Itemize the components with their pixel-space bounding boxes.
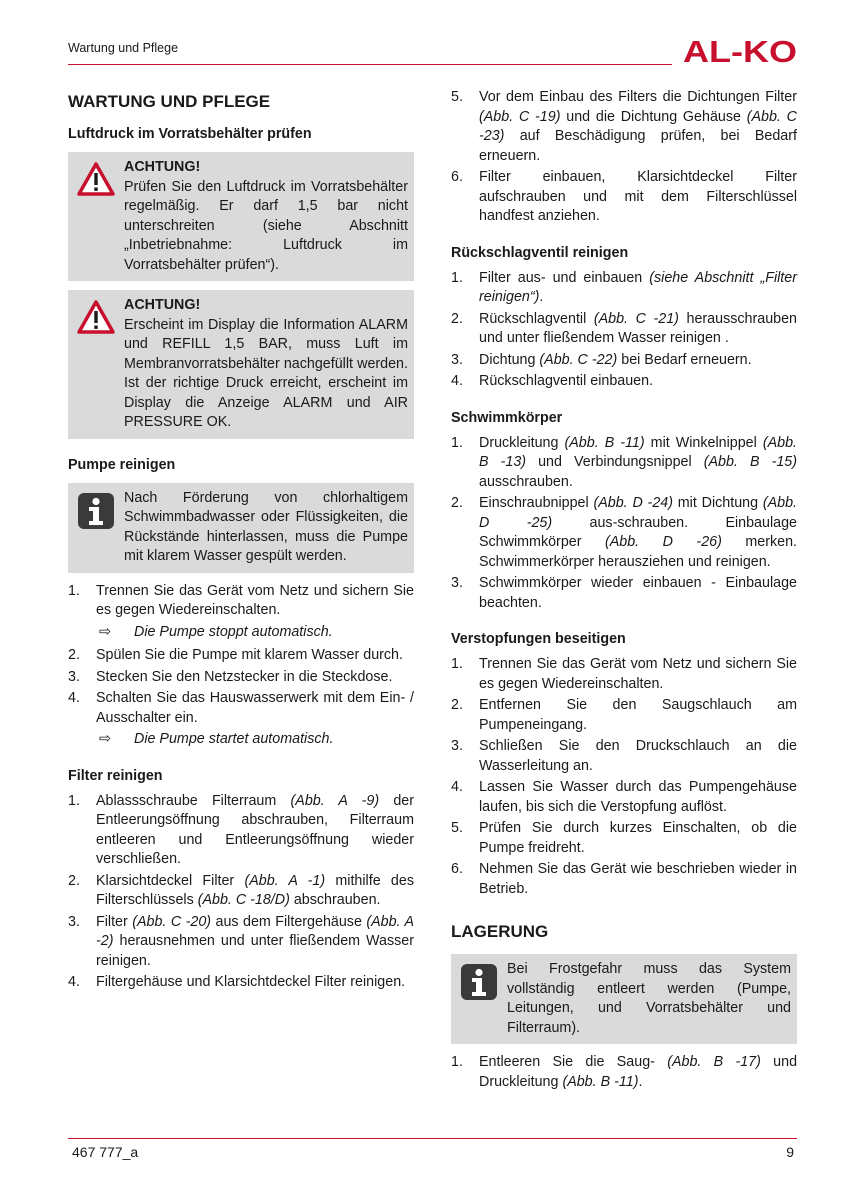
list-item: 3. Schließen Sie den Druckschlauch an die Wasserleitung an.	[451, 738, 797, 774]
alko-logo	[683, 38, 797, 64]
warning-box-1	[68, 152, 414, 281]
list-item: 5. Vor dem Einbau des Filters die Dichtungen Filter (Abb. C -19) und die Dichtung Gehäuse (Abb. C -23) auf Beschädigung prüfen, bei Bedarf erneuern.	[451, 89, 797, 164]
right-column	[451, 88, 797, 1094]
list-item: 3. Dichtung (Abb. C -22) bei Bedarf erneuern.	[451, 351, 752, 368]
filter-steps	[68, 792, 414, 993]
section-title-lagerung: LAGERUNG	[451, 922, 549, 941]
warning-title: ACHTUNG!	[124, 297, 201, 313]
list-item: 4. Schalten Sie das Hauswasserwerk mit dem Ein- / Ausschalter ein.	[68, 690, 414, 726]
info-box-2	[451, 954, 797, 1044]
heading-pumpe: Pumpe reinigen	[68, 456, 176, 473]
section-title-wartung: WARTUNG UND PFLEGE	[68, 92, 271, 111]
filter-steps-cont	[451, 88, 797, 227]
heading-luftdruck: Luftdruck im Vorratsbehälter prüfen	[68, 126, 312, 142]
document-number: 467 777_a	[72, 1144, 139, 1160]
warning-box-2	[68, 290, 414, 439]
list-item: 1. Trennen Sie das Gerät vom Netz und sichern Sie es gegen Wiedereinschalten.	[68, 582, 414, 618]
left-column	[68, 88, 414, 995]
warning-text: Erscheint im Display die Information ALARM und REFILL 1,5 BAR, muss Luft im Membranvorratsbehälter nachgefüllt werden. Ist der richtige Druck erreicht, erscheint im Display die Anzeige ALARM und AIR PRESSURE OK.	[124, 316, 408, 430]
list-item: 1. Trennen Sie das Gerät vom Netz und sichern Sie es gegen Wiedereinschalten.	[451, 656, 797, 692]
list-item: 5. Prüfen Sie durch kurzes Einschalten, ob die Pumpe freidreht.	[451, 820, 797, 856]
list-item: 6. Nehmen Sie das Gerät wie beschrieben wieder in Betrieb.	[451, 861, 797, 897]
list-item: 2. Spülen Sie die Pumpe mit klarem Wasser durch.	[68, 647, 403, 663]
lager-steps	[451, 1053, 797, 1092]
list-item: 1. Entleeren Sie die Saug- (Abb. B -17) und Druckleitung (Abb. B -11).	[451, 1054, 798, 1090]
result-line: ⇨ Die Pumpe stoppt automatisch.	[96, 623, 414, 643]
info-icon	[460, 963, 498, 1001]
heading-rueckschlag: Rückschlagventil reinigen	[451, 244, 629, 261]
list-item: 3. Schwimmkörper wieder einbauen - Einbaulage beachten.	[451, 575, 797, 611]
info-text: Bei Frostgefahr muss das System vollständig entleert werden (Pumpe, Leitungen, und Vorratsbehälter und Filterraum).	[507, 961, 791, 1036]
pumpe-steps	[68, 582, 414, 621]
list-item: 3. Filter (Abb. C -20) aus dem Filtergehäuse (Abb. A -2) herausnehmen und unter fließendem Wasser reinigen.	[68, 913, 414, 969]
result-line: ⇨ Die Pumpe startet automatisch.	[96, 730, 414, 750]
rueck-steps	[451, 269, 797, 392]
list-item: 1. Druckleitung (Abb. B -11) mit Winkelnippel (Abb. B -13) und Verbindungsnippel (Abb. B -15) ausschrauben.	[451, 434, 798, 490]
result-arrow-icon: ⇨	[99, 623, 111, 640]
warning-triangle-icon	[76, 161, 116, 197]
list-item: 6. Filter einbauen, Klarsichtdeckel Filter aufschrauben und mit dem Filterschlüssel handfest anziehen.	[451, 169, 797, 224]
heading-filter: Filter reinigen	[68, 767, 163, 784]
result-arrow-icon: ⇨	[99, 731, 111, 747]
list-item: 2. Rückschlagventil (Abb. C -21) herausschrauben und unter fließendem Wasser reinigen .	[451, 310, 797, 346]
list-item: 2. Einschraubnippel (Abb. D -24) mit Dichtung (Abb. D -25) aus-schrauben. Einbaulage Schwimmkörper (Abb. D -26) merken. Schwimmerkörper herausziehen und reinigen.	[451, 495, 798, 570]
header-rule	[68, 64, 672, 65]
list-item: 4. Filtergehäuse und Klarsichtdeckel Filter reinigen.	[68, 974, 406, 990]
brand-logo-text: AL-KO	[683, 38, 797, 64]
info-text: Nach Förderung von chlorhaltigem Schwimmbadwasser oder Flüssigkeiten, die Rückstände hinterlassen, muss die Pumpe mit klarem Wasser gespült werden.	[124, 489, 408, 564]
page-number: 9	[786, 1144, 794, 1160]
running-header: Wartung und Pflege	[68, 41, 179, 55]
heading-schwimmkoerper: Schwimmkörper	[451, 409, 563, 426]
footer-rule	[68, 1138, 797, 1139]
warning-title: ACHTUNG!	[124, 159, 201, 175]
list-item: 4. Lassen Sie Wasser durch das Pumpengehäuse laufen, bis sich die Verstopfung auflöst.	[451, 779, 797, 815]
list-item: 2. Entfernen Sie den Saugschlauch am Pumpeneingang.	[451, 697, 797, 733]
verstopf-steps	[451, 655, 797, 899]
info-icon	[77, 492, 115, 530]
heading-verstopfungen: Verstopfungen beseitigen	[451, 631, 626, 647]
list-item: 1. Ablassschraube Filterraum (Abb. A -9) der Entleerungsöffnung abschrauben, Filterraum entleeren und Entleerungsöffnung wieder verschließen.	[68, 792, 414, 867]
schwimm-steps	[451, 434, 797, 614]
list-item: 2. Klarsichtdeckel Filter (Abb. A -1) mithilfe des Filterschlüssels (Abb. C -18/D) abschrauben.	[68, 872, 414, 908]
list-item: 3. Stecken Sie den Netzstecker in die Steckdose.	[68, 668, 393, 685]
list-item: 4. Rückschlagventil einbauen.	[451, 373, 654, 389]
warning-triangle-icon	[76, 299, 116, 335]
info-box-1	[68, 483, 414, 573]
list-item: 1. Filter aus- und einbauen (siehe Abschnitt „Filter reinigen“).	[451, 269, 797, 305]
warning-text: Prüfen Sie den Luftdruck im Vorratsbehälter regelmäßig. Er darf 1,5 bar nicht unterschreiten (siehe Abschnitt „Inbetriebnahme: Luftdruck im Vorratsbehälter prüfen“).	[124, 178, 408, 273]
